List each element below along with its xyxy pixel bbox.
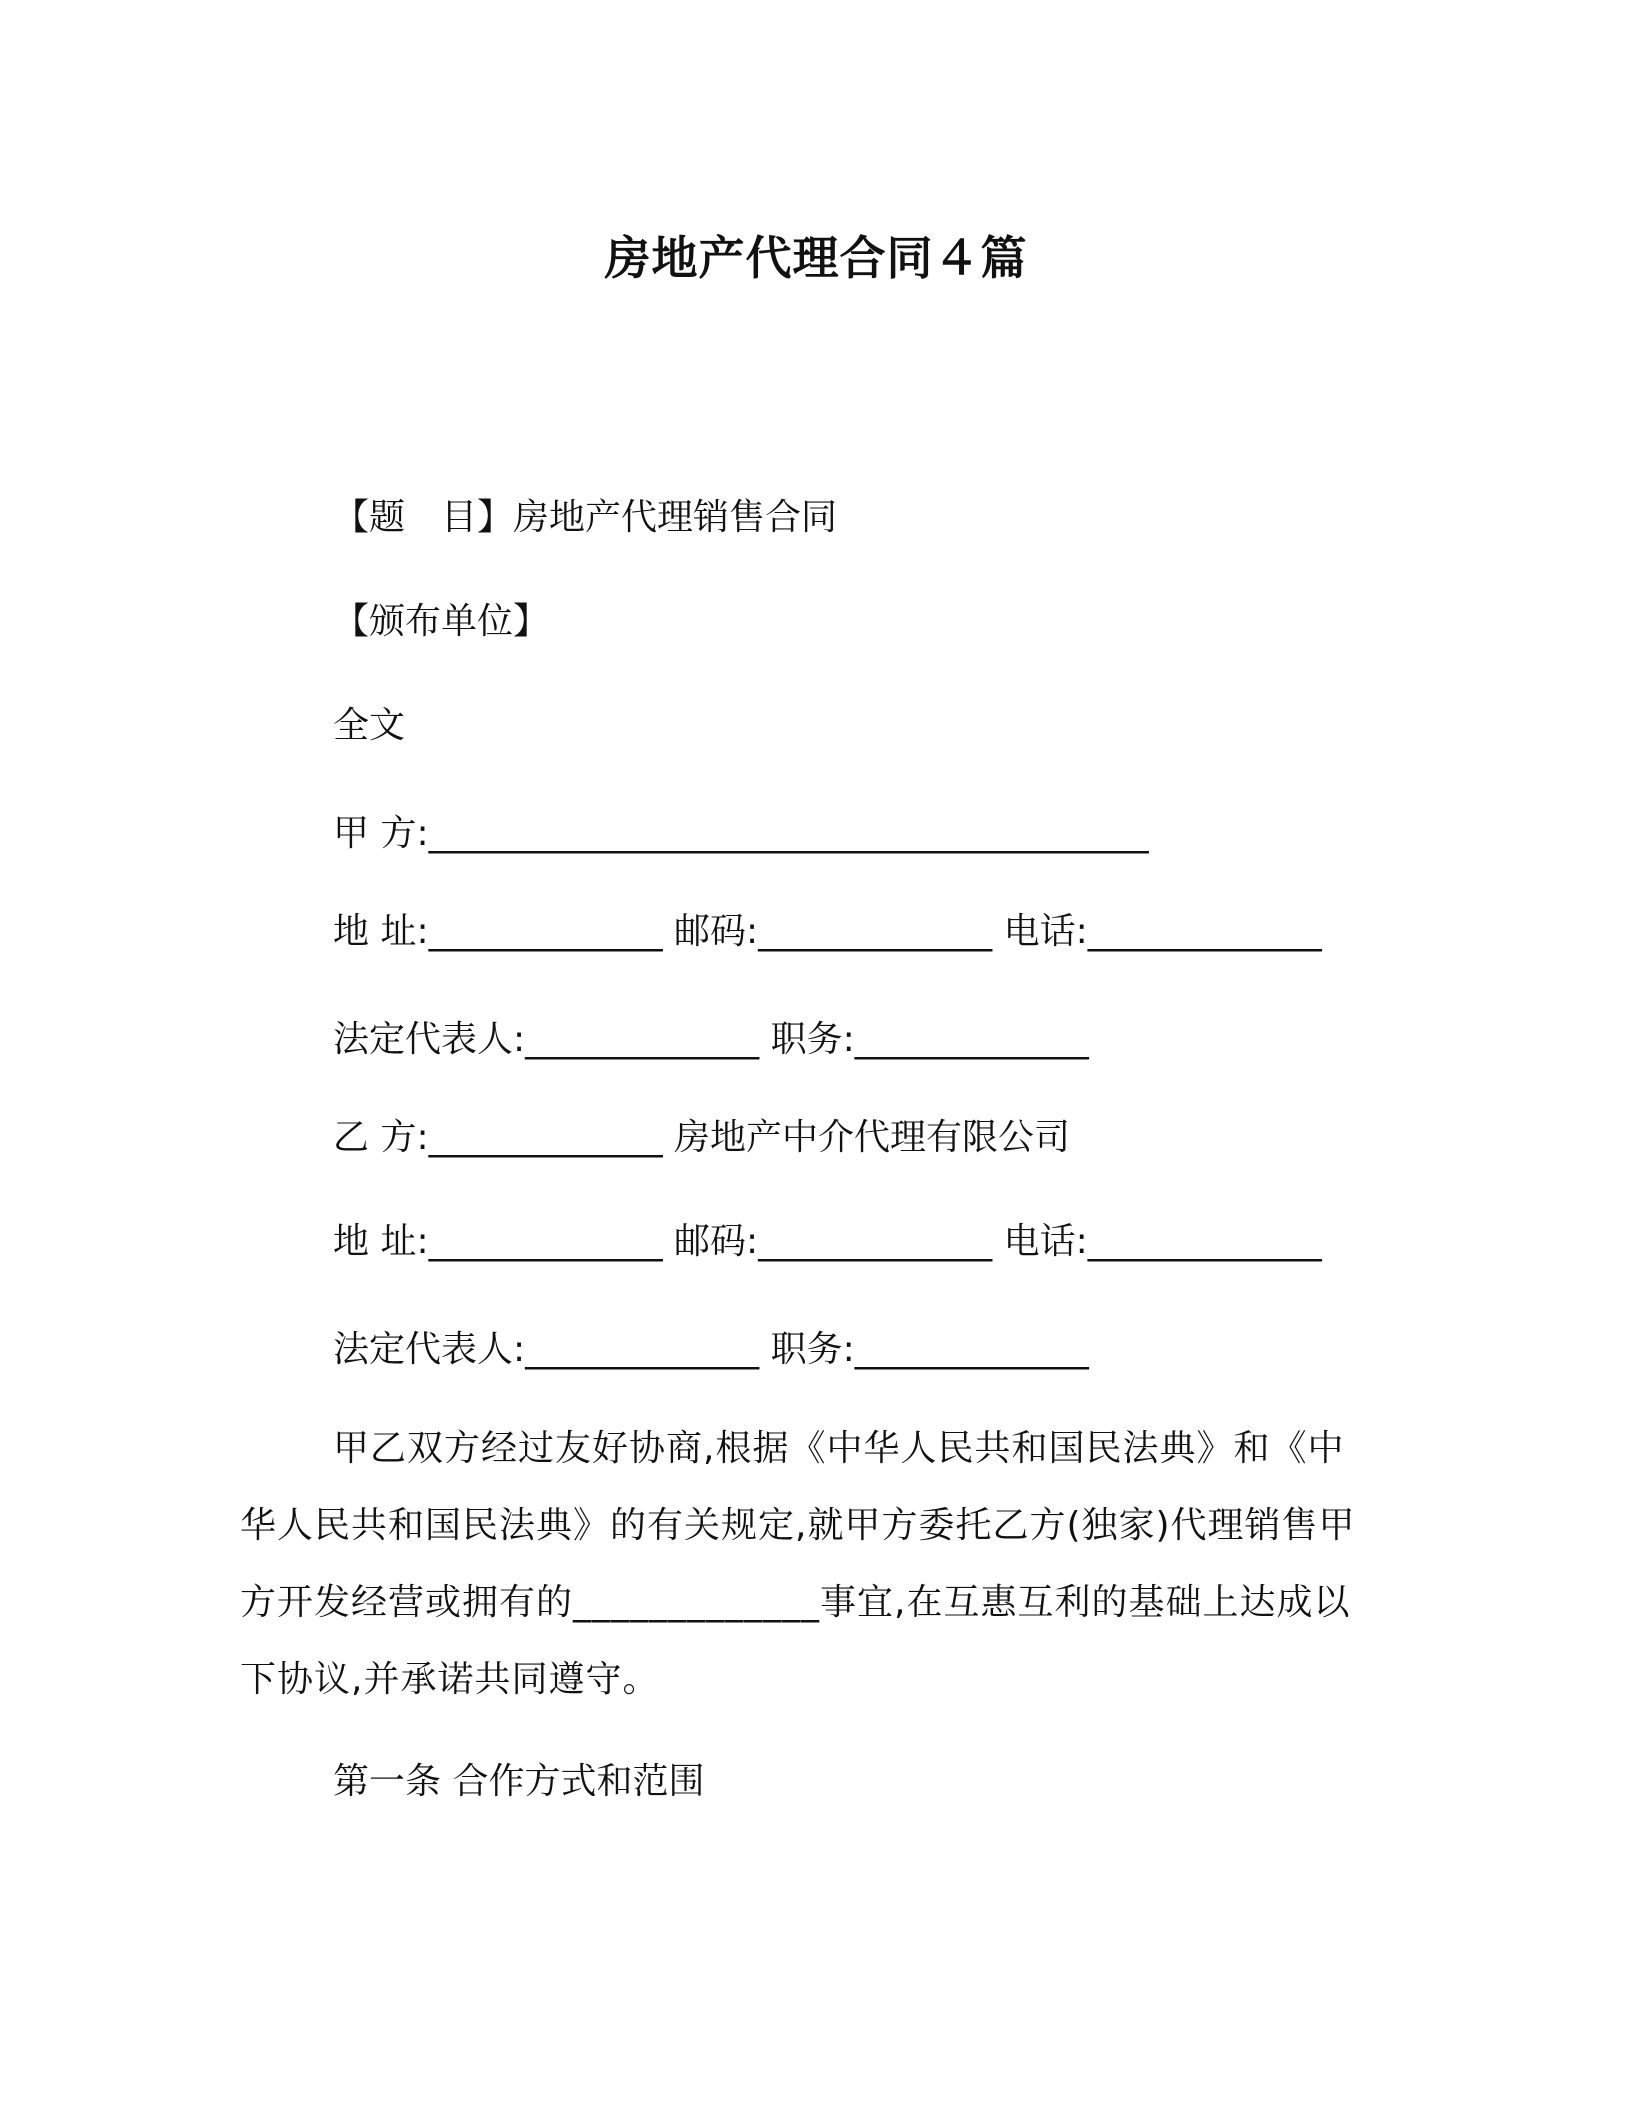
party-b-representative-line: 法定代表人:_____________ 职务:_____________ [333, 1329, 1089, 1370]
article-1-heading: 第一条 合作方式和范围 [333, 1761, 705, 1802]
preamble-paragraph: 甲乙双方经过友好协商,根据《中华人民共和国民法典》和《中华人民共和国民法典》的有关规定,就甲方委托乙方(独家)代理销售甲方开发经营或拥有的_____________事宜,在互惠互利的基础上达成以下协议,并承诺共同遵守。 [240, 1428, 1356, 1700]
party-b-line: 乙 方:_____________ 房地产中介代理有限公司 [333, 1117, 1071, 1158]
party-a-contact-line: 地 址:_____________ 邮码:_____________ 电话:_____________ [333, 911, 1322, 952]
document-title: 房地产代理合同４篇 [604, 231, 1028, 285]
heading-issuer: 【颁布单位】 [333, 601, 550, 642]
party-a-line: 甲 方:________________________________________ [333, 813, 1149, 854]
party-b-contact-line: 地 址:_____________ 邮码:_____________ 电话:_____________ [333, 1221, 1322, 1262]
heading-subject: 【题 目】房地产代理销售合同 [333, 497, 838, 538]
party-a-representative-line: 法定代表人:_____________ 职务:_____________ [333, 1019, 1089, 1060]
fulltext-label: 全文 [333, 705, 406, 746]
